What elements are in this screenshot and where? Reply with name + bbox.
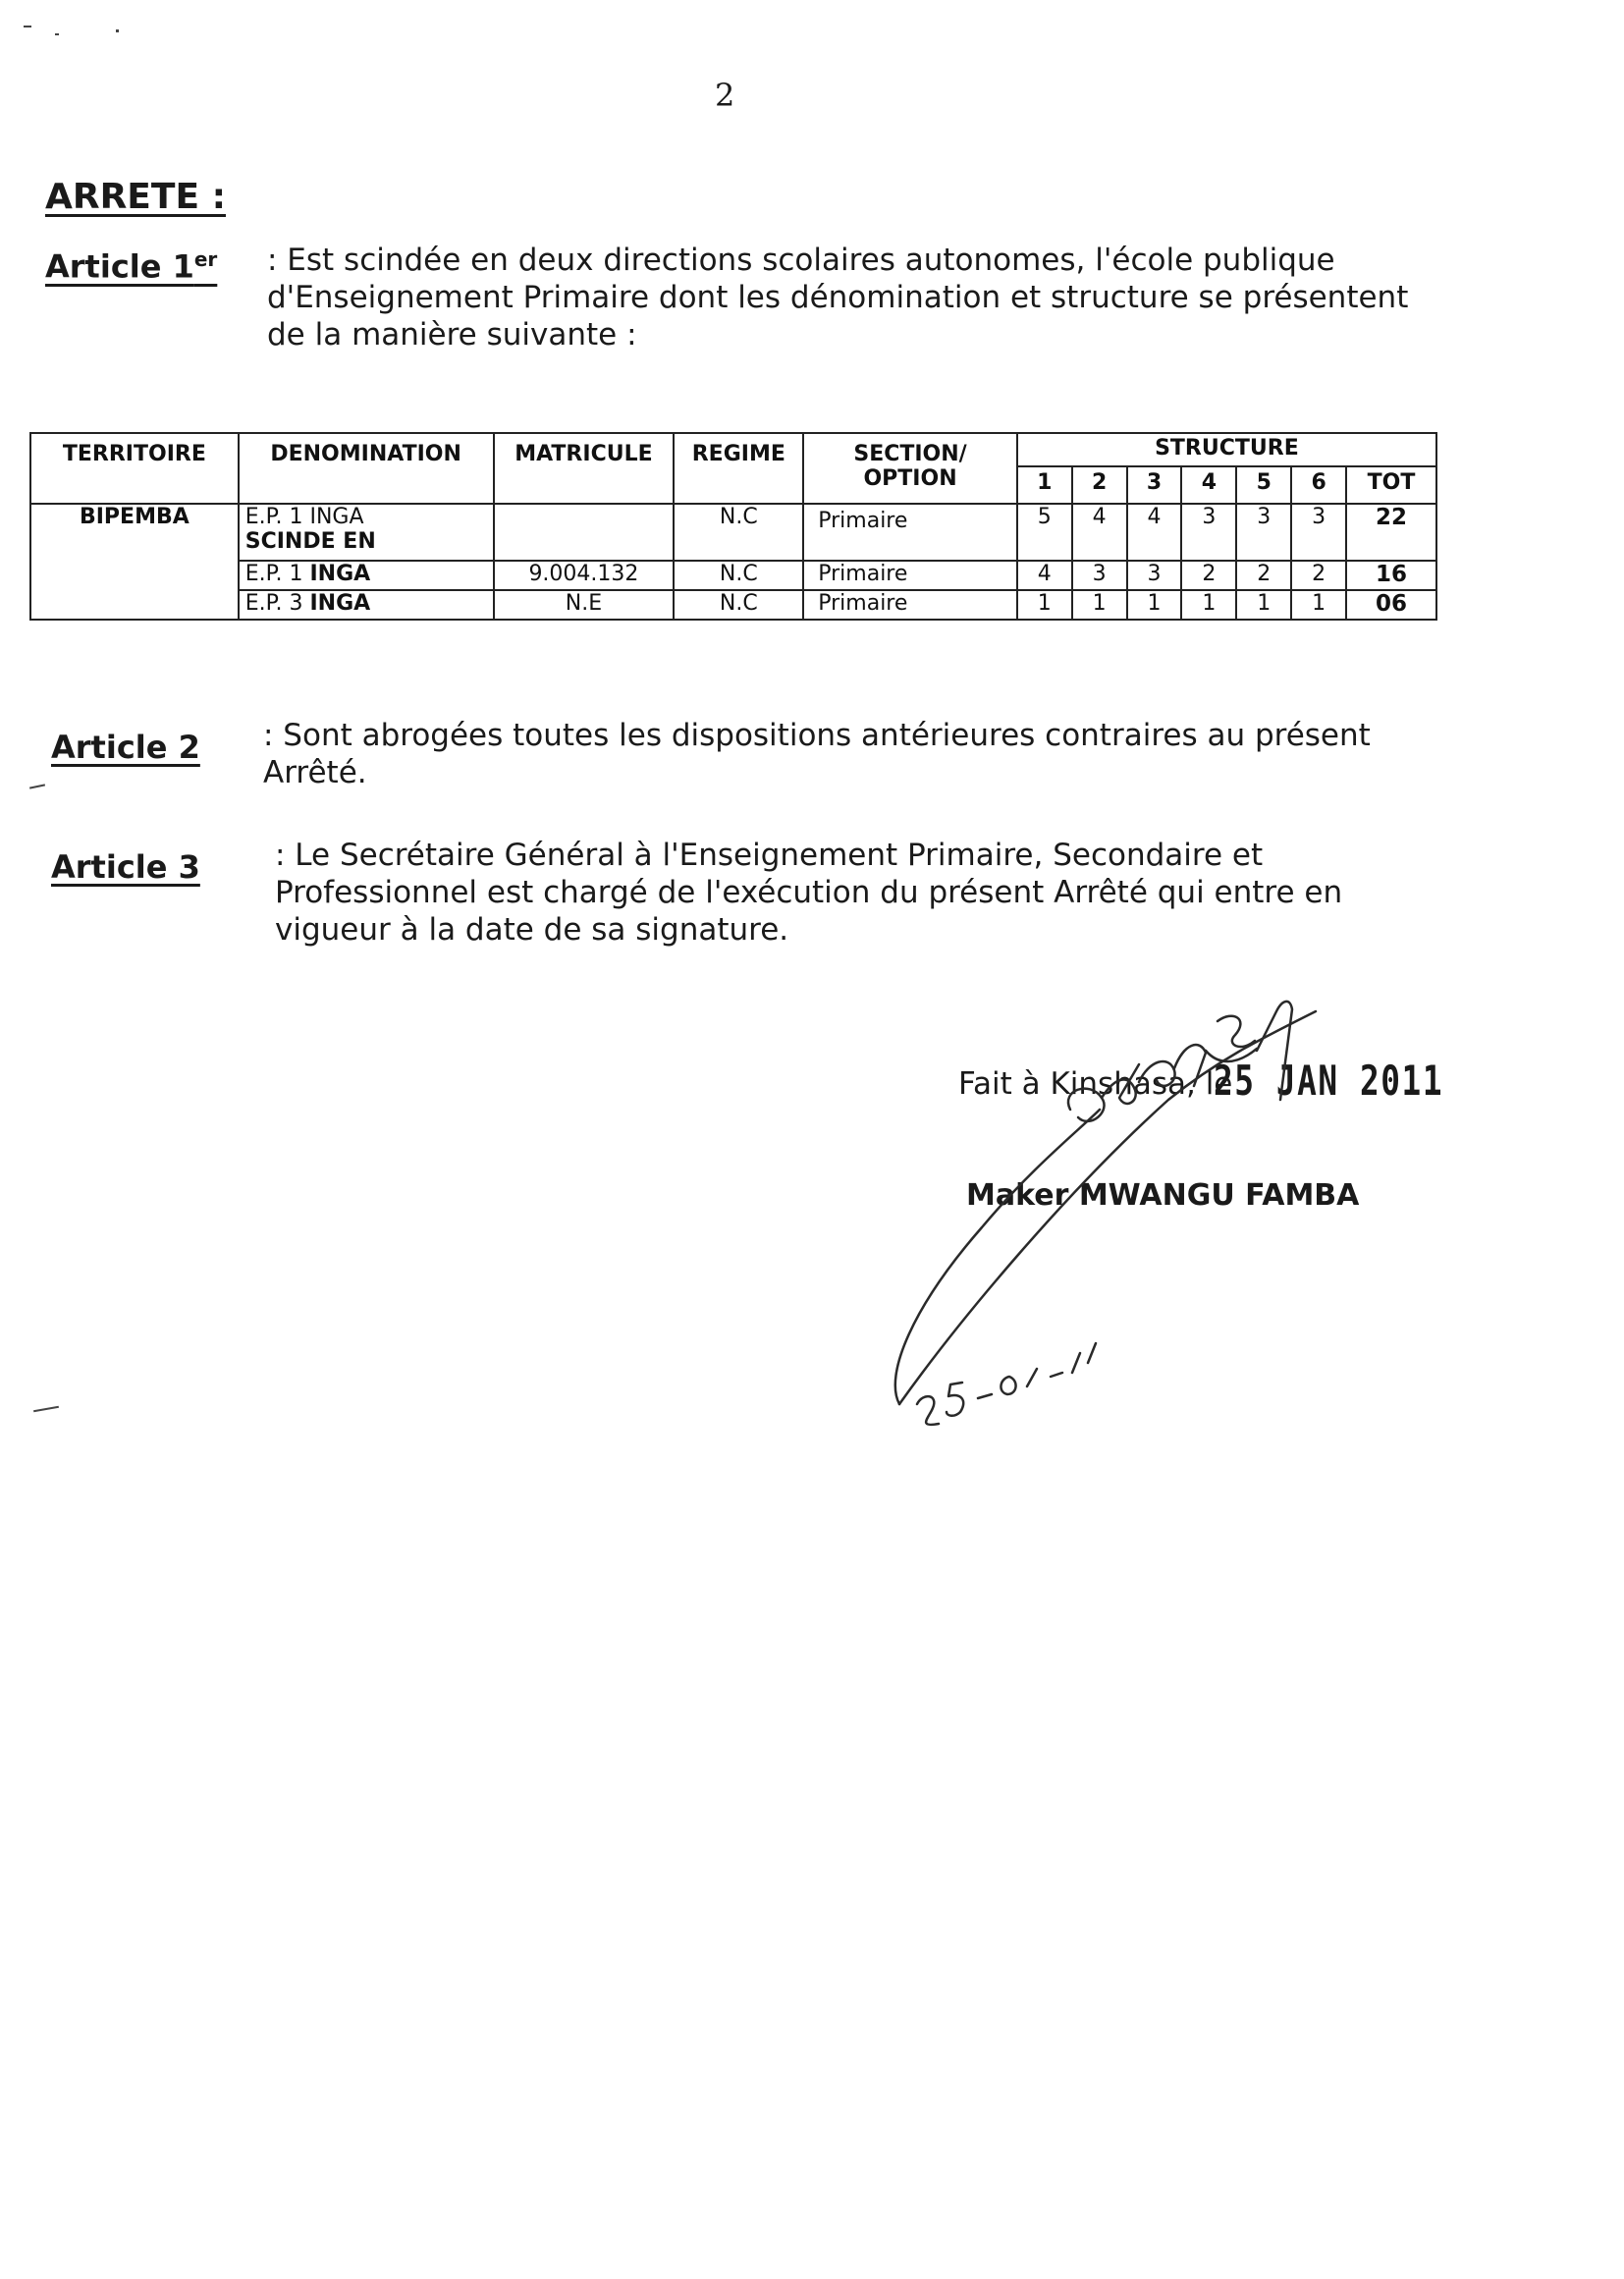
table-header-row <box>30 433 1436 466</box>
article-3-title: Article 3 <box>51 848 200 886</box>
article-2-title: Article 2 <box>51 729 200 766</box>
handwritten-signature <box>844 992 1394 1453</box>
header-denomination: DENOMINATION <box>239 433 494 504</box>
date-stamp: 25 JAN 2011 <box>1214 1057 1444 1105</box>
article-3-text: : Le Secrétaire Général à l'Enseignement Primaire, Secondaire et Professionnel est chargé de l'exécution du présent Arrêté qui entre en vigueur à la date de sa signature. <box>275 838 1343 948</box>
header-section-option: SECTION/ OPTION <box>803 433 1017 504</box>
header-col-2: 2 <box>1072 466 1127 504</box>
scan-speck <box>29 784 45 788</box>
school-structure-table <box>29 432 1437 621</box>
header-col-3: 3 <box>1127 466 1182 504</box>
value-cell: 2 <box>1236 561 1291 590</box>
article-1-text: : Est scindée en deux directions scolaires autonomes, l'école publique d'Enseignement Primaire dont les dénomination et structure se présentent de la manière suivante : <box>267 243 1409 353</box>
value-cell: 4 <box>1127 504 1182 561</box>
total-cell: 16 <box>1346 561 1436 590</box>
signer-name: Maker MWANGU FAMBA <box>966 1178 1360 1213</box>
value-cell: 3 <box>1072 561 1127 590</box>
header-regime: REGIME <box>674 433 803 504</box>
value-cell: 2 <box>1291 561 1346 590</box>
header-matricule: MATRICULE <box>494 433 675 504</box>
scan-speck <box>116 29 119 32</box>
denomination-cell: E.P. 3 INGA <box>239 590 494 620</box>
matricule-cell: 9.004.132 <box>494 561 675 590</box>
value-cell: 1 <box>1181 590 1236 620</box>
value-cell: 1 <box>1072 590 1127 620</box>
article-2-text: : Sont abrogées toutes les dispositions antérieures contraires au présent Arrêté. <box>263 718 1371 790</box>
scan-speck <box>55 33 59 35</box>
table-row <box>30 590 1436 620</box>
total-cell: 22 <box>1346 504 1436 561</box>
total-cell: 06 <box>1346 590 1436 620</box>
value-cell: 4 <box>1017 561 1072 590</box>
value-cell: 1 <box>1291 590 1346 620</box>
denomination-cell: E.P. 1 INGA SCINDE EN <box>239 504 494 561</box>
value-cell: 3 <box>1127 561 1182 590</box>
regime-cell: N.C <box>674 561 803 590</box>
header-col-tot: TOT <box>1346 466 1436 504</box>
value-cell: 1 <box>1017 590 1072 620</box>
table-row <box>30 561 1436 590</box>
value-cell: 4 <box>1072 504 1127 561</box>
header-col-5: 5 <box>1236 466 1291 504</box>
regime-cell: N.C <box>674 590 803 620</box>
matricule-cell: N.E <box>494 590 675 620</box>
table-row <box>30 504 1436 561</box>
header-col-4: 4 <box>1181 466 1236 504</box>
section-cell: Primaire <box>803 504 1017 561</box>
value-cell: 2 <box>1181 561 1236 590</box>
value-cell: 3 <box>1236 504 1291 561</box>
territory-cell: BIPEMBA <box>30 504 239 620</box>
value-cell: 5 <box>1017 504 1072 561</box>
value-cell: 1 <box>1236 590 1291 620</box>
denomination-cell: E.P. 1 INGA <box>239 561 494 590</box>
regime-cell: N.C <box>674 504 803 561</box>
header-structure: STRUCTURE <box>1017 433 1436 466</box>
scan-speck <box>33 1406 59 1412</box>
scan-speck <box>24 26 31 27</box>
header-col-1: 1 <box>1017 466 1072 504</box>
article-1-title: Article 1er <box>45 247 218 286</box>
header-territoire: TERRITOIRE <box>30 433 239 504</box>
value-cell: 1 <box>1127 590 1182 620</box>
section-cell: Primaire <box>803 590 1017 620</box>
page-number: 2 <box>715 77 735 114</box>
matricule-cell <box>494 504 675 561</box>
value-cell: 3 <box>1291 504 1346 561</box>
scinde-note: SCINDE EN <box>244 529 376 554</box>
section-cell: Primaire <box>803 561 1017 590</box>
place-and-date-label: Fait à Kinshasa, le <box>958 1066 1233 1102</box>
value-cell: 3 <box>1181 504 1236 561</box>
decree-heading: ARRETE : <box>45 177 226 217</box>
header-col-6: 6 <box>1291 466 1346 504</box>
